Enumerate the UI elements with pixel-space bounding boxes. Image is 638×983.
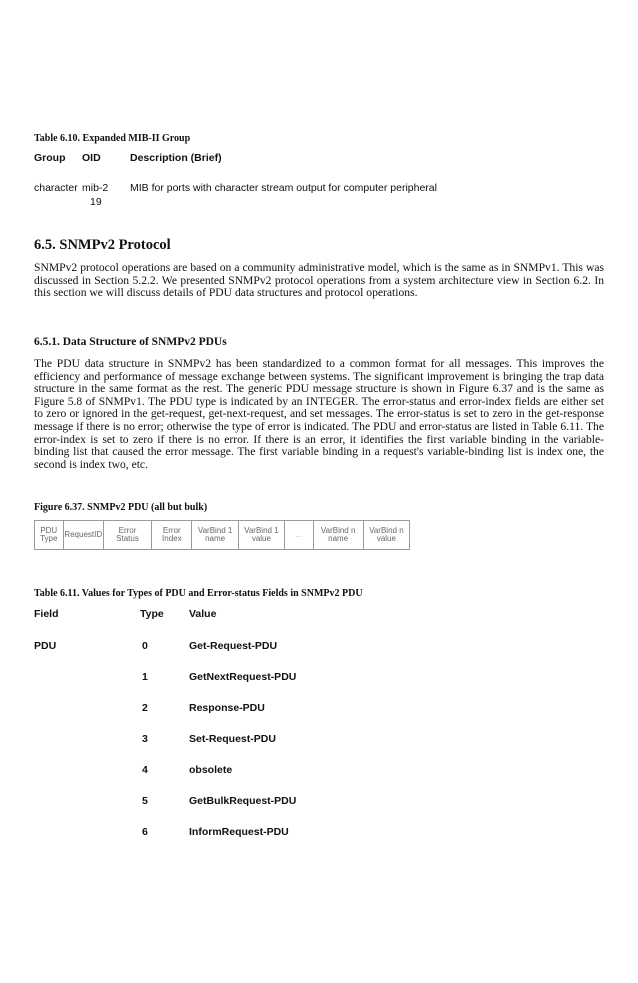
table-6-11-caption: Table 6.11. Values for Types of PDU and Error-status Fields in SNMPv2 PDU	[34, 588, 363, 599]
cell-field: PDU	[34, 640, 57, 652]
cell-description: MIB for ports with character stream output for computer peripheral	[130, 182, 437, 194]
cell-type: 2	[142, 702, 148, 714]
cell-value: Get-Request-PDU	[189, 640, 278, 652]
cell-value: GetBulkRequest-PDU	[189, 795, 297, 807]
header-field: Field	[34, 608, 59, 620]
cell-type: 6	[142, 826, 148, 838]
subsection-paragraph: The PDU data structure in SNMPv2 has been standardized to a common format for all messages. This improves the efficiency and performance of message exchange between systems. The significant improvement is bringing the trap data structure in the same format as the rest. The generic PDU message structure is shown in Figure 6.37 and is the same as Figure 5.8 of SNMPv1. The PDU type is indicated by an INTEGER. The error-status and error-index fields are either set to zero or ignored in the get-request, get-next-request, and set messages. The error-status is set to zero in the get-response message if there is no error; otherwise the type of error is indicated. The PDU and error-status are listed in Table 6.11. The error-index is set to zero if there is no error. If there is an error, it identifies the first variable binding in the variable-binding list that caused the error message. The first variable binding in a request's variable-binding list is index one, the second is index two, etc.	[34, 357, 604, 471]
pdu-field-request-id: RequestID	[64, 521, 104, 549]
cell-type: 1	[142, 671, 148, 683]
cell-type: 0	[142, 640, 148, 652]
pdu-field-varbind-n-name: VarBind n name	[314, 521, 364, 549]
pdu-structure-diagram	[34, 520, 410, 550]
table-6-10-caption: Table 6.10. Expanded MIB-II Group	[34, 133, 191, 144]
pdu-field-pdu-type: PDU Type	[35, 521, 64, 549]
header-type: Type	[140, 608, 164, 620]
pdu-field-varbind-1-value: VarBind 1 value	[239, 521, 285, 549]
cell-value: Response-PDU	[189, 702, 265, 714]
header-group: Group	[34, 152, 66, 164]
subsection-title: 6.5.1. Data Structure of SNMPv2 PDUs	[34, 336, 227, 348]
pdu-field-varbind-1-name: VarBind 1 name	[192, 521, 238, 549]
pdu-field-ellipsis: ...	[285, 521, 314, 549]
pdu-field-error-status: Error Status	[104, 521, 152, 549]
cell-type: 5	[142, 795, 148, 807]
cell-group: character	[34, 182, 78, 194]
pdu-field-varbind-n-value: VarBind n value	[369, 525, 404, 543]
cell-oid-line1: mib-2	[82, 182, 109, 194]
header-description: Description (Brief)	[130, 152, 222, 164]
cell-type: 3	[142, 733, 148, 745]
section-paragraph: SNMPv2 protocol operations are based on a community administrative model, which is the same as in SNMPv1. This was discussed in Section 5.2.2. We presented SNMPv2 protocol operations from a system architecture view in Section 6.2. In this section we will discuss details of PDU data structures and protocol operations.	[34, 261, 604, 300]
cell-value: Set-Request-PDU	[189, 733, 276, 745]
header-value: Value	[189, 608, 217, 620]
cell-value: InformRequest-PDU	[189, 826, 289, 838]
header-oid: OID	[82, 152, 101, 164]
section-title: 6.5. SNMPv2 Protocol	[34, 237, 171, 253]
cell-value: GetNextRequest-PDU	[189, 671, 297, 683]
cell-value: obsolete	[189, 764, 233, 776]
cell-type: 4	[142, 764, 148, 776]
pdu-field-error-index: Error Index	[152, 521, 192, 549]
figure-6-37-caption: Figure 6.37. SNMPv2 PDU (all but bulk)	[34, 502, 208, 513]
cell-oid-line2: 19	[90, 196, 102, 208]
